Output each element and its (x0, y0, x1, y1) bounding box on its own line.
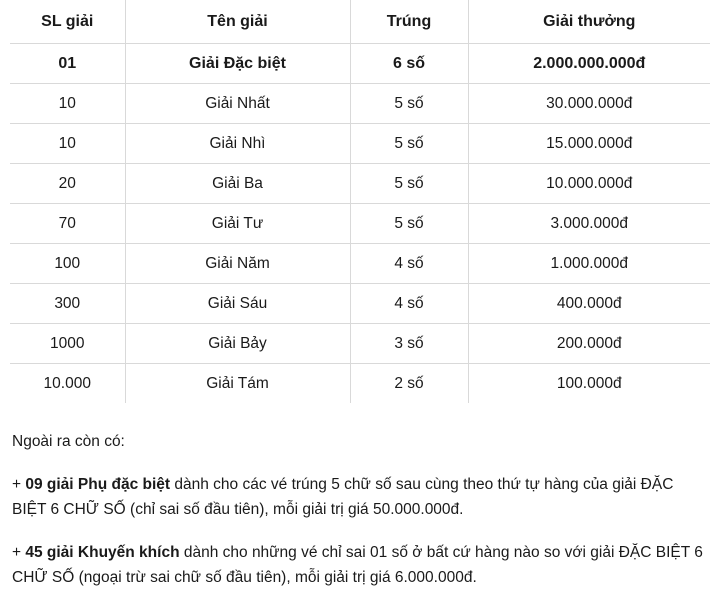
cell-matching-digits: 5 số (350, 164, 468, 204)
table-row (10, 164, 710, 204)
table-header (10, 0, 710, 44)
table-row (10, 84, 710, 124)
notes-intro: Ngoài ra còn có: (12, 433, 125, 450)
cell-matching-digits: 5 số (350, 124, 468, 164)
table-row (10, 124, 710, 164)
note1-prefix: + (12, 476, 26, 493)
cell-quantity: 10.000 (10, 364, 125, 404)
cell-matching-digits: 3 số (350, 324, 468, 364)
column-header-prize-name: Tên giải (125, 0, 350, 44)
cell-prize-value: 400.000đ (468, 284, 710, 324)
cell-matching-digits: 4 số (350, 244, 468, 284)
note2-prefix: + (12, 544, 26, 561)
note1-text: dành cho các vé trúng 5 chữ số sau cùng theo thứ tự hàng của giải ĐẶC BIỆT 6 CHỮ SỐ (chỉ sai số đầu tiên), mỗi giải trị giá 50.000.000đ. (12, 476, 674, 518)
cell-prize-name: Giải Tư (125, 204, 350, 244)
cell-prize-name: Giải Ba (125, 164, 350, 204)
table-body (10, 44, 710, 404)
table-row (10, 44, 710, 84)
cell-prize-value: 200.000đ (468, 324, 710, 364)
cell-matching-digits: 5 số (350, 84, 468, 124)
note2-bold-label: 45 giải Khuyến khích (25, 544, 180, 561)
cell-quantity: 70 (10, 204, 125, 244)
additional-notes-section (0, 403, 720, 590)
cell-prize-name: Giải Năm (125, 244, 350, 284)
cell-prize-value: 3.000.000đ (468, 204, 710, 244)
cell-quantity: 10 (10, 124, 125, 164)
cell-quantity: 20 (10, 164, 125, 204)
cell-quantity: 01 (10, 44, 125, 84)
cell-matching-digits: 5 số (350, 204, 468, 244)
cell-prize-name: Giải Đặc biệt (125, 44, 350, 84)
column-header-prize-value: Giải thưởng (468, 0, 710, 44)
cell-prize-name: Giải Bảy (125, 324, 350, 364)
cell-quantity: 1000 (10, 324, 125, 364)
column-header-quantity: SL giải (10, 0, 125, 44)
table-row (10, 324, 710, 364)
table-row (10, 364, 710, 404)
cell-quantity: 10 (10, 84, 125, 124)
note-special-sub-prize (12, 472, 708, 522)
cell-prize-value: 2.000.000.000đ (468, 44, 710, 84)
note-consolation-prize (12, 540, 708, 590)
cell-prize-name: Giải Tám (125, 364, 350, 404)
cell-quantity: 100 (10, 244, 125, 284)
cell-matching-digits: 4 số (350, 284, 468, 324)
cell-prize-value: 1.000.000đ (468, 244, 710, 284)
cell-prize-name: Giải Sáu (125, 284, 350, 324)
cell-prize-name: Giải Nhì (125, 124, 350, 164)
cell-prize-value: 10.000.000đ (468, 164, 710, 204)
cell-prize-value: 15.000.000đ (468, 124, 710, 164)
table-row (10, 244, 710, 284)
cell-quantity: 300 (10, 284, 125, 324)
cell-prize-value: 30.000.000đ (468, 84, 710, 124)
cell-matching-digits: 2 số (350, 364, 468, 404)
cell-prize-value: 100.000đ (468, 364, 710, 404)
prize-structure-table (10, 0, 710, 403)
column-header-matching-digits: Trúng (350, 0, 468, 44)
table-row (10, 284, 710, 324)
table-row (10, 204, 710, 244)
note2-text: dành cho những vé chỉ sai 01 số ở bất cứ hàng nào so với giải ĐẶC BIỆT 6 CHỮ SỐ (ngoại trừ sai chữ số đầu tiên), mỗi giải trị giá 6.000.000đ. (12, 544, 703, 586)
note1-bold-label: 09 giải Phụ đặc biệt (25, 476, 171, 493)
table-header-row (10, 0, 710, 44)
cell-matching-digits: 6 số (350, 44, 468, 84)
cell-prize-name: Giải Nhất (125, 84, 350, 124)
